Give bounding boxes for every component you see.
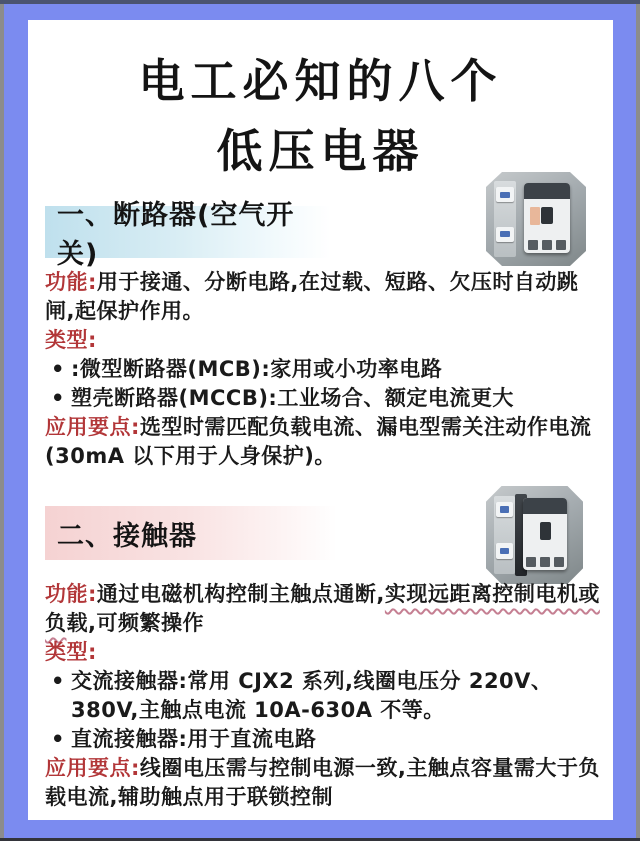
mccb-top-cap [523, 498, 568, 514]
list-item-text: :微型断路器(MCB):家用或小功率电路 [71, 357, 443, 381]
list-item [45, 667, 607, 725]
bullet-icon: • [51, 386, 65, 410]
section1-function [45, 268, 607, 326]
application-label: 应用要点: [45, 756, 140, 780]
mccb-terminals [528, 240, 567, 250]
page-title [28, 46, 613, 186]
function-text-emphasized: 实现远距离控制电机或负 [45, 582, 600, 635]
mccb-top-cap [524, 183, 570, 198]
bullet-icon: • [51, 669, 65, 693]
mini-breaker-icon [496, 543, 513, 559]
section2-type-list [45, 667, 607, 754]
section1-header [45, 200, 331, 270]
function-text-cont: 载,可频繁操作 [66, 611, 204, 635]
mccb-breaker-icon [523, 498, 568, 571]
section2-application [45, 754, 607, 812]
mini-breaker-icon [496, 502, 513, 518]
function-label: 功能: [45, 270, 97, 294]
section1-type [45, 326, 607, 355]
section1-type-list [45, 355, 607, 413]
application-label: 应用要点: [45, 415, 140, 439]
page-title-line1: 电工必知的八个 [138, 54, 503, 108]
section1-body [45, 268, 607, 471]
function-label: 功能: [45, 582, 97, 606]
function-text: 通过电磁机构控制主触点通断, [96, 582, 385, 606]
list-item [45, 725, 607, 754]
section1-heading-text: 一、断路器(空气开关) [57, 200, 295, 270]
circuit-breaker-photo [486, 172, 586, 266]
type-label: 类型: [45, 328, 97, 352]
application-text: 线圈电压需与控制电源一致,主触点容量需大于负载电流,辅助触点用于联锁控制 [45, 756, 600, 809]
mccb-breaker-icon [524, 183, 570, 253]
list-item [45, 384, 607, 413]
mccb-switch-toggle [541, 207, 552, 224]
application-text: 选型时需匹配负载电流、漏电型需关注动作电流(30mA 以下用于人身保护)。 [45, 415, 592, 468]
section2-heading-text: 二、接触器 [57, 520, 197, 552]
top-edge-strip [0, 0, 640, 4]
section1-application [45, 413, 607, 471]
list-item-text: 塑壳断路器(MCCB):工业场合、额定电流更大 [71, 386, 514, 410]
mccb-switch-toggle [540, 522, 551, 539]
list-item [45, 355, 607, 384]
list-item-text: 交流接触器:常用 CJX2 系列,线圈电压分 220V、380V,主触点电流 10A-630A 不等。 [71, 669, 553, 722]
section2-function [45, 580, 607, 638]
list-item-text: 直流接触器:用于直流电路 [71, 727, 317, 751]
bullet-icon: • [51, 357, 65, 381]
section2-header [45, 506, 337, 560]
function-text: 用于接通、分断电路,在过载、短路、欠压时自动跳闸,起保护作用。 [45, 270, 579, 323]
section2-body [45, 580, 607, 812]
contactor-photo [486, 486, 583, 584]
section2-type [45, 638, 607, 667]
mccb-label-sticker [530, 207, 539, 225]
mini-breaker-icon [496, 227, 514, 242]
mccb-terminals [526, 557, 563, 567]
type-label: 类型: [45, 640, 97, 664]
content-card [28, 20, 613, 820]
bullet-icon: • [51, 727, 65, 751]
page-title-line2: 低压电器 [216, 124, 425, 178]
mini-breaker-icon [496, 187, 514, 202]
